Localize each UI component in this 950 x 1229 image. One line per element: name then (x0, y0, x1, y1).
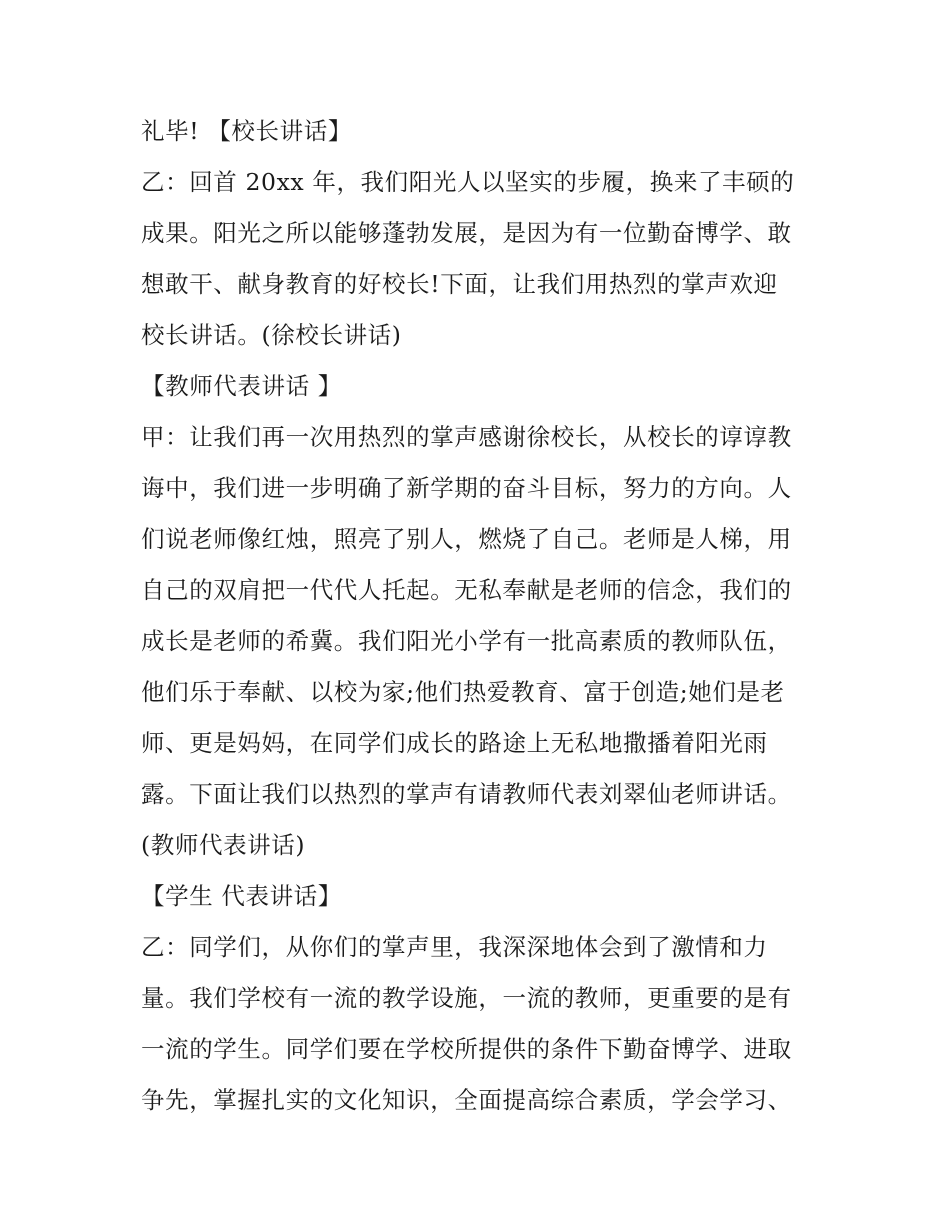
text-line: 师、更是妈妈，在同学们成长的路途上无私地撒播着阳光雨 (141, 729, 768, 757)
text-line: 争先，掌握扎实的文化知识，全面提高综合素质，学会学习、 (141, 1086, 792, 1114)
text-line: 甲：让我们再一次用热烈的掌声感谢徐校长，从校长的谆谆教 (141, 423, 792, 451)
text-line: 露。下面让我们以热烈的掌声有请教师代表刘翠仙老师讲话。 (141, 780, 792, 808)
text-line: 校长讲话。(徐校长讲话) (141, 321, 402, 349)
text-line: 成长是老师的希冀。我们阳光小学有一批高素质的教师队伍， (141, 627, 792, 655)
text-line: 量。我们学校有一流的教学设施，一流的教师，更重要的是有 (141, 984, 792, 1012)
text-line: 乙：回首 20xx 年，我们阳光人以坚实的步履，换来了丰硕的 (141, 168, 795, 196)
text-line: 他们乐于奉献、以校为家;他们热爱教育、富于创造;她们是老 (141, 678, 785, 706)
section-heading: 【教师代表讲话 】 (141, 372, 342, 400)
text-line: 成果。阳光之所以能够蓬勃发展，是因为有一位勤奋博学、敢 (141, 219, 792, 247)
text-line: (教师代表讲话) (141, 831, 306, 859)
text-line: 们说老师像红烛，照亮了别人，燃烧了自己。老师是人梯，用 (141, 525, 792, 553)
document-body (141, 106, 821, 1126)
text-line: 礼毕! 【校长讲话】 (141, 117, 352, 145)
text-line: 想敢干、献身教育的好校长!下面，让我们用热烈的掌声欢迎 (141, 270, 778, 298)
section-heading: 【学生 代表讲话】 (141, 882, 342, 910)
text-line: 乙：同学们，从你们的掌声里，我深深地体会到了激情和力 (141, 933, 768, 961)
text-line: 自己的双肩把一代代人托起。无私奉献是老师的信念，我们的 (141, 576, 792, 604)
text-line: 诲中，我们进一步明确了新学期的奋斗目标，努力的方向。人 (141, 474, 792, 502)
text-line: 一流的学生。同学们要在学校所提供的条件下勤奋博学、进取 (141, 1035, 792, 1063)
